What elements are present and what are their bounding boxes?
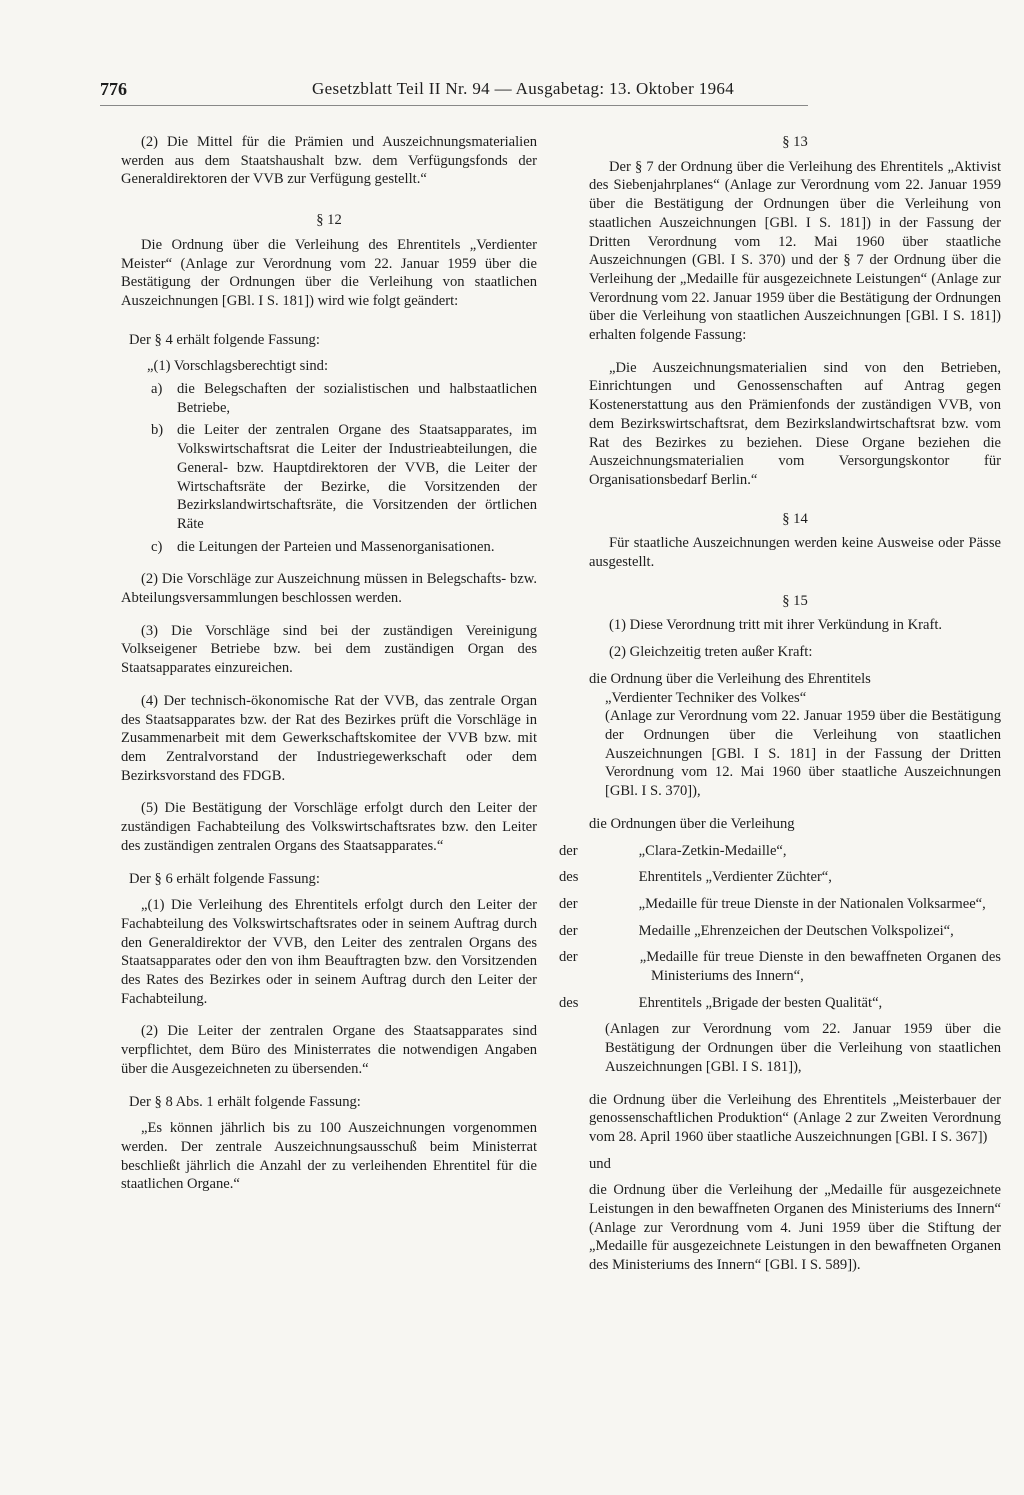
left-column [121,133,537,1194]
paragraph: (2) Die Vorschläge zur Auszeichnung müssen in Belegschafts- bzw. Abteilungsversammlungen beschlossen werden. [121,571,537,607]
list-text: „Medaille für treue Dienste in den bewaffneten Organen des Ministeriums des Innern“, [639,949,1001,985]
paragraph: (Anlagen zur Verordnung vom 22. Januar 1959 über die Bestätigung der Ordnungen über die Verleihung von staatlichen Auszeichnungen [GBl. I S. 181]), [605,1021,1001,1075]
list-label: der [559,842,578,859]
paragraph: „(1) Die Verleihung des Ehrentitels erfolgt durch den Leiter der Fachabteilung des Volkswirtschaftsrates oder in seinem Auftrag durch den Generaldirektor der VVB, den Leiter des zentralen Organs des Staatsapparates oder den von ihm Beauftragten bzw. den Vorsitzenden des Rates des Bezirkes oder in seinem Auftrag durch den Leiter der Fachabteilung. [121,897,537,1007]
right-column [559,133,1001,1275]
paragraph: Die Ordnung über die Verleihung des Ehrentitels „Verdienter Meister“ (Anlage zur Verordnung vom 22. Januar 1959 über die Bestätigung der Ordnungen über die Verleihung von staatlichen Auszeichnungen [GBl. I S. 181]) wird wie folgt geändert: [121,236,537,309]
page-header [100,76,808,102]
paragraph: (Anlage zur Verordnung vom 22. Januar 1959 über die Bestätigung der Ordnungen über die Verleihung von staatlichen Auszeichnungen [GBl. I S. 181] in der Fassung der Dritten Verordnung vom 12. Mai 1960 über staatliche Auszeichnungen [GBl. I S. 370]), [605,708,1001,800]
list-item [559,842,1001,861]
page-number: 776 [100,79,127,99]
paragraph: Der § 8 Abs. 1 erhält folgende Fassung: [129,1093,361,1110]
paragraph: (5) Die Bestätigung der Vorschläge erfolgt durch den Leiter der zuständigen Fachabteilung des Volkswirtschaftsrates bzw. den Leiter des zuständigen zentralen Organs des Staatsapparates.“ [121,800,537,854]
list-label: b) [151,422,164,439]
list-text: die Belegschaften der sozialistischen und halbstaatlichen Betriebe, [177,381,537,416]
list-item [151,380,537,417]
list-text: die Leitungen der Parteien und Massenorganisationen. [177,538,495,555]
section-heading: § 13 [782,134,808,150]
list-label: der [559,895,578,912]
list-text: Medaille „Ehrenzeichen der Deutschen Volkspolizei“, [638,922,954,939]
list-text: Ehrentitels „Verdienter Züchter“, [638,869,832,886]
list-item [559,868,1001,887]
paragraph: und [589,1155,611,1172]
list-text: „Medaille für treue Dienste in der Nationalen Volksarmee“, [638,895,986,912]
paragraph: die Ordnung über die Verleihung des Ehrentitels [589,670,871,687]
paragraph: (1) Diese Verordnung tritt mit ihrer Verkündung in Kraft. [609,617,943,634]
list-item [151,538,537,557]
list-item [151,421,537,533]
paragraph: Der § 6 erhält folgende Fassung: [129,870,320,887]
list-label: a) [151,381,163,398]
paragraph: „Es können jährlich bis zu 100 Auszeichnungen vorgenommen werden. Der zentrale Auszeichnungsausschuß beim Ministerrat beschließt jährlich die Anzahl der zu verleihenden Ehrentitel für die staatlichen Organe.“ [121,1120,537,1193]
section-heading: § 12 [316,212,342,229]
section-heading: § 14 [782,510,808,527]
list-item [559,948,1001,985]
paragraph: „Verdienter Techniker des Volkes“ [605,689,807,706]
list-text: Ehrentitels „Brigade der besten Qualität“, [638,994,883,1011]
list-label: der [559,922,578,939]
paragraph: die Ordnung über die Verleihung des Ehrentitels „Meisterbauer der genossenschaftlichen Produktion“ (Anlage 2 zur Zweiten Verordnung vom 28. April 1960 über staatliche Auszeichnungen [GBl. I S. 367]) [589,1091,1001,1145]
list-label: c) [151,538,163,555]
section-heading: § 15 [782,592,808,609]
paragraph: „(1) Vorschlagsberechtigt sind: [147,358,329,375]
list-item [559,895,1001,914]
paragraph: (2) Die Leiter der zentralen Organe des Staatsapparates sind verpflichtet, dem Büro des Ministerrates die notwendigen Angaben über die Ausgezeichneten zu übersenden.“ [121,1023,537,1077]
list-label: des [559,994,579,1011]
list-label: der [559,949,578,966]
paragraph: (4) Der technisch-ökonomische Rat der VVB, das zentrale Organ des Staatsapparates bzw. der Rat des Bezirkes prüft die Vorschläge in Zusammenarbeit mit dem Gewerkschaftskomitee der VVB bzw. mit dem Zentralvorstand der Industriegewerkschaft oder dem Bezirksvorstand des FDGB. [121,692,537,784]
header-rule [100,105,808,106]
list-item [559,922,1001,941]
paragraph: die Ordnungen über die Verleihung [589,815,795,832]
list-label: des [559,869,579,886]
paragraph: Für staatliche Auszeichnungen werden keine Ausweise oder Pässe ausgestellt. [589,535,1001,571]
list-item [559,994,1001,1013]
paragraph: „Die Auszeichnungsmaterialien sind von den Betrieben, Einrichtungen und Genossenschaften auf Antrag gegen Kostenerstattung aus den Prämienfonds der zuständigen VVB, von dem Bezirkswirtschaftsrat, dem Bezirkslandwirtschaftsrat bzw. vom Rat des Bezirkes zu beziehen. Diese Organe beziehen die Auszeichnungsmaterialien vom Versorgungskontor für Organisationsbedarf Berlin.“ [589,359,1001,488]
paragraph: die Ordnung über die Verleihung der „Medaille für ausgezeichnete Leistungen in den bewaffneten Organen des Ministeriums des Innern“ (Anlage zur Verordnung vom 4. Juni 1959 über die Stiftung der „Medaille für ausgezeichnete Leistungen in den bewaffneten Organen des Ministeriums des Innern“ [GBl. I S. 589]). [589,1182,1001,1274]
running-head: Gesetzblatt Teil II Nr. 94 — Ausgabetag: 13. Oktober 1964 [312,79,735,98]
paragraph: (2) Die Mittel für die Prämien und Auszeichnungsmaterialien werden aus dem Staatshaushalt bzw. dem Verfügungsfonds der Generaldirektoren der VVB zur Verfügung gestellt.“ [121,134,537,188]
list-text: „Clara-Zetkin-Medaille“, [638,842,787,859]
paragraph: Der § 4 erhält folgende Fassung: [129,331,320,348]
paragraph: (2) Gleichzeitig treten außer Kraft: [609,644,813,661]
list-text: die Leiter der zentralen Organe des Staatsapparates, im Volkswirtschaftsrat die Leiter der Industrieabteilungen, die General- bzw. Hauptdirektoren der VVB, die Leiter der Wirtschaftsräte der Bezirke, die Vorsitzenden der Bezirkslandwirtschaftsräte, die Vorsitzenden der örtlichen Räte [177,422,537,532]
paragraph: (3) Die Vorschläge sind bei der zuständigen Vereinigung Volkseigener Betriebe bzw. bei dem zuständigen Organ des Staatsapparates einzureichen. [121,622,537,677]
paragraph: Der § 7 der Ordnung über die Verleihung des Ehrentitels „Aktivist des Siebenjahrplanes“ (Anlage zur Verordnung vom 22. Januar 1959 über die Bestätigung der Ordnungen über die Verleihung von staatlichen Auszeichnungen [GBl. I S. 181]) in der Fassung der Dritten Verordnung vom 12. Mai 1960 über staatliche Auszeichnungen (GBl. I S. 370) und der § 7 der Ordnung über die Verleihung der „Medaille für ausgezeichnete Leistungen“ (Anlage zur Verordnung vom 22. Januar 1959 über die Bestätigung der Ordnungen über die Verleihung von staatlichen Auszeichnungen [GBl. I S. 181]) erhalten folgende Fassung: [589,158,1001,344]
